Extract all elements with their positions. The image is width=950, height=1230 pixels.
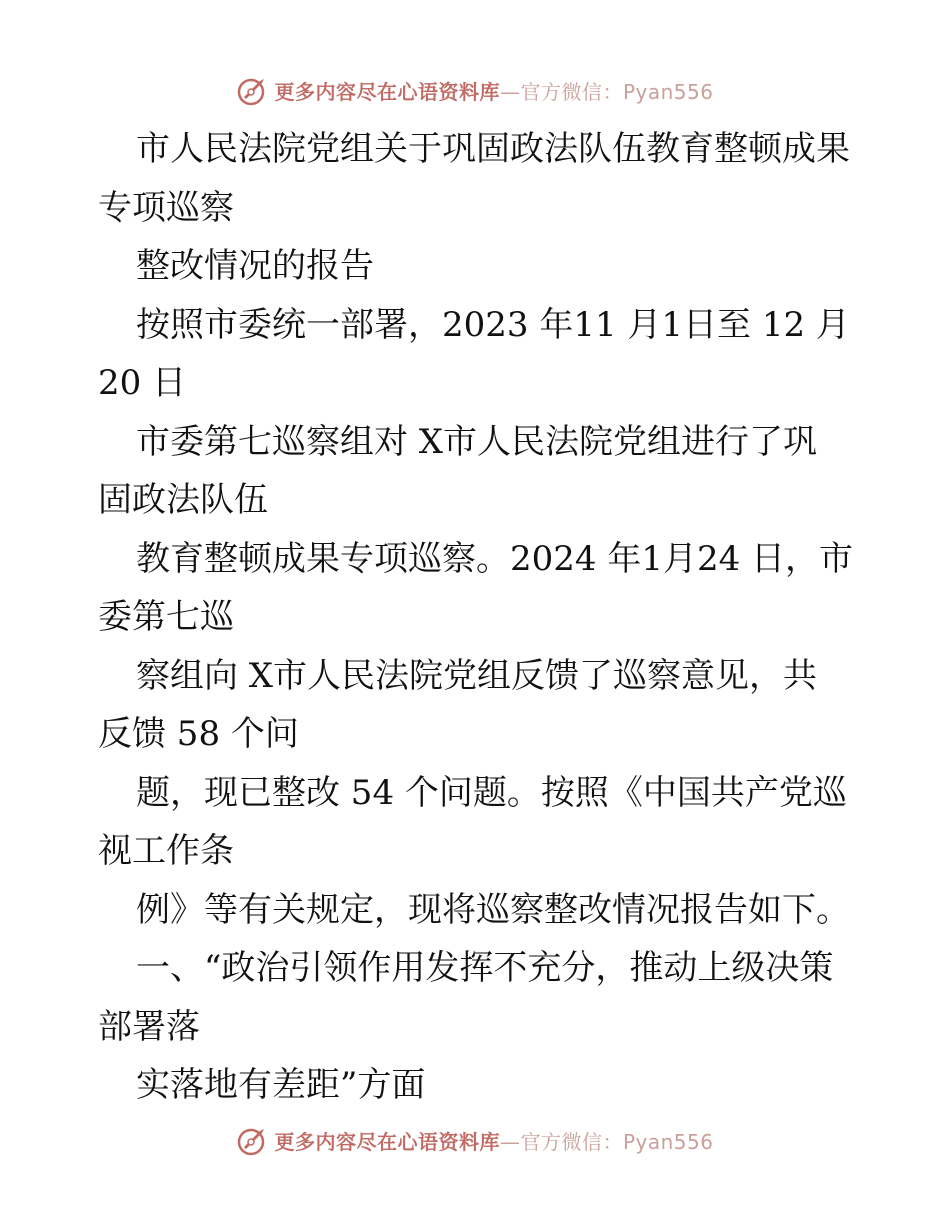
text-line: 察组向 X市人民法院党组反馈了巡察意见，共	[136, 655, 818, 696]
text-line: 题，现已整改 54 个问题。按照《中国共产党巡	[136, 772, 847, 813]
text-line: 实落地有差距”方面	[136, 1065, 426, 1105]
pen-logo-icon	[236, 1123, 270, 1157]
text-line: 教育整顿成果专项巡察。2024 年1月24 日，市	[136, 538, 854, 579]
text-line: 一、“政治引领作用发挥不充分，推动上级决策	[136, 948, 834, 988]
pen-logo-icon	[236, 73, 270, 107]
text-line: 委第七巡	[98, 597, 234, 637]
text-line: 固政法队伍	[98, 480, 268, 520]
text-line: 整改情况的报告	[136, 246, 374, 286]
banner-site-text: 更多内容尽在心语资料库	[274, 1129, 500, 1154]
text-line: 反馈 58 个问	[98, 714, 299, 754]
text-line: 按照市委统一部署，2023 年11 月1日至 12 月	[136, 304, 850, 345]
document-body	[98, 120, 858, 1115]
text-line: 视工作条	[98, 831, 234, 871]
banner-separator: —	[499, 79, 521, 104]
header-watermark-banner	[0, 70, 950, 110]
text-line: 部署落	[98, 1006, 200, 1047]
text-line: 专项巡察	[98, 187, 234, 228]
footer-watermark-banner	[0, 1120, 950, 1160]
banner-separator: —	[499, 1129, 521, 1154]
banner-contact-text: 官方微信：Pyan556	[520, 1129, 714, 1154]
text-line: 20 日	[98, 363, 187, 403]
banner-contact-text: 官方微信：Pyan556	[520, 79, 714, 104]
text-line: 市委第七巡察组对 X市人民法院党组进行了巩	[136, 421, 818, 462]
banner-site-text: 更多内容尽在心语资料库	[274, 79, 500, 104]
text-line: 市人民法院党组关于巩固政法队伍教育整顿成果	[136, 129, 850, 169]
text-line: 例》等有关规定，现将巡察整改情况报告如下。	[136, 889, 850, 930]
